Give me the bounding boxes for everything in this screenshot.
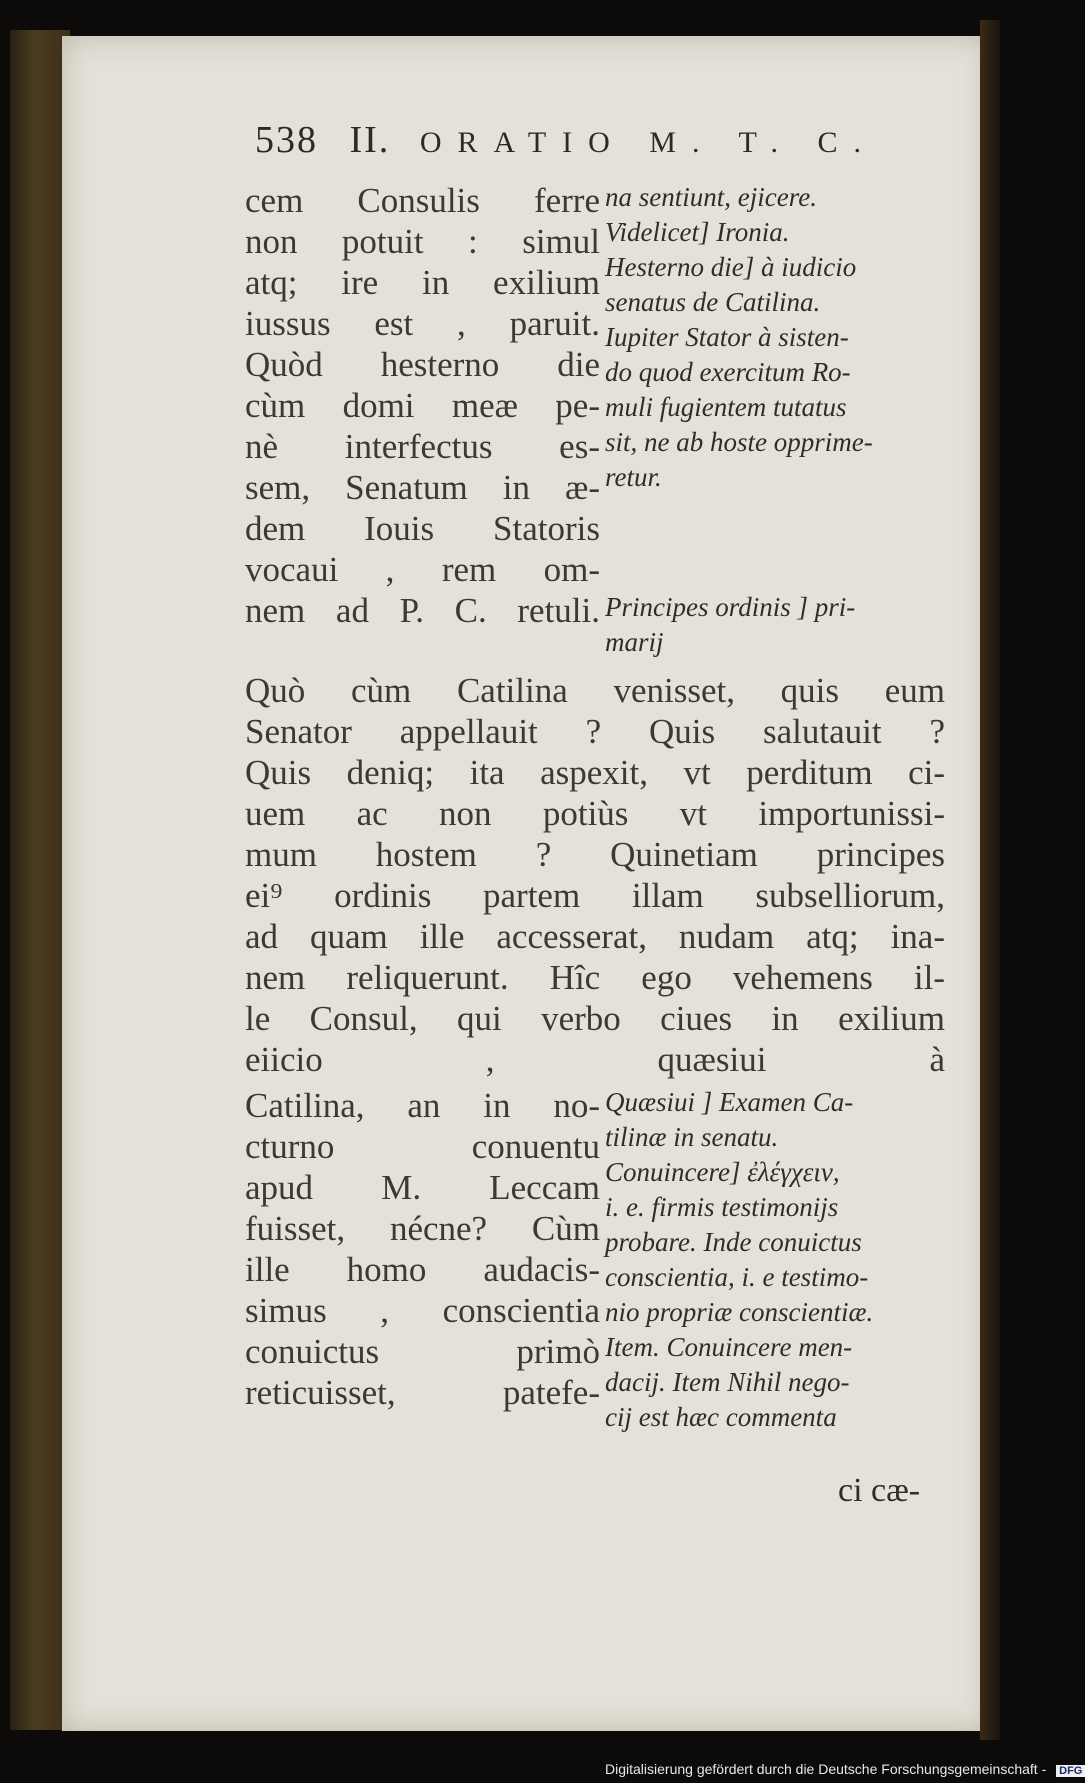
main-text-line: vocaui , rem om- — [245, 550, 600, 589]
main-text-line: mum hostem ? Quinetiam principes — [245, 835, 945, 874]
marginal-note-line: conscientia, i. e testimo- — [605, 1262, 869, 1292]
main-text-line: nem reliquerunt. Hîc ego vehemens il- — [245, 958, 945, 997]
page-number: 538 — [255, 119, 318, 161]
book-edge — [980, 20, 1000, 1740]
main-text-line: dem Iouis Statoris — [245, 509, 600, 548]
main-text-line: fuisset, nécne? Cùm — [245, 1209, 600, 1248]
marginal-note-line: Quæsiui ] Examen Ca- — [605, 1087, 854, 1117]
marginal-note-line: Iupiter Stator à sisten- — [605, 322, 849, 352]
marginal-note-line: dacij. Item Nihil nego- — [605, 1367, 850, 1397]
marginal-note-line: Conuincere] ἐλέγχειν, — [605, 1157, 840, 1187]
main-text-line: iussus est , paruit. — [245, 304, 600, 343]
dfg-logo: DFG — [1056, 1765, 1085, 1777]
catchword: ci cæ- — [838, 1472, 921, 1509]
marginal-note-line: nio propriæ conscientiæ. — [605, 1297, 874, 1327]
marginal-note-line: na sentiunt, ejicere. — [605, 182, 817, 212]
main-text-column-lower — [245, 1085, 600, 1413]
main-text-line: reticuisset, patefe- — [245, 1373, 600, 1412]
main-text-line: nem ad P. C. retuli. — [245, 591, 600, 630]
main-text-line: Quò cùm Catilina venisset, quis eum — [245, 671, 945, 710]
main-text-line: simus , conscientia — [245, 1291, 600, 1330]
marginal-note-line: Principes ordinis ] pri- — [605, 592, 856, 622]
main-text-line: apud M. Leccam — [245, 1168, 600, 1207]
main-text-line: non potuit : simul — [245, 222, 600, 261]
main-text-line: nè interfectus es- — [245, 427, 600, 466]
digitization-credit — [605, 1761, 1085, 1777]
main-text-line: Senator appellauit ? Quis salutauit ? — [245, 712, 945, 751]
main-text-line: Quòd hesterno die — [245, 345, 600, 384]
page-header — [255, 118, 877, 162]
marginal-notes-lower — [605, 1085, 950, 1435]
marginal-note-line: marij — [605, 627, 664, 657]
marginal-note-line: Videlicet] Ironia. — [605, 217, 790, 247]
marginal-note-line: sit, ne ab hoste opprime- — [605, 427, 873, 457]
marginal-note-line: senatus de Catilina. — [605, 287, 821, 317]
main-text-line: uem ac non potiùs vt importunissi- — [245, 794, 945, 833]
marginal-note-line: i. e. firmis testimonijs — [605, 1192, 839, 1222]
marginal-note-line: cij est hæc commenta — [605, 1402, 837, 1432]
marginal-note-line: tilinæ in senatu. — [605, 1122, 779, 1152]
main-text-line: ille homo audacis- — [245, 1250, 600, 1289]
main-text-line: Quis deniq; ita aspexit, vt perditum ci- — [245, 753, 945, 792]
marginal-note-line: retur. — [605, 462, 662, 492]
main-text-line: conuictus primò — [245, 1332, 600, 1371]
main-text-line: Catilina, an in no- — [245, 1086, 600, 1125]
main-text-line: atq; ire in exilium — [245, 263, 600, 302]
marginal-note-line: do quod exercitum Ro- — [605, 357, 851, 387]
main-text-line: eiicio , quæsiui à — [245, 1040, 945, 1079]
marginal-notes-middle — [605, 590, 950, 660]
marginal-notes-upper — [605, 180, 950, 495]
main-text-line: sem, Senatum in æ- — [245, 468, 600, 507]
main-text-line: cturno conuentu — [245, 1127, 600, 1166]
marginal-note-line: muli fugientem tutatus — [605, 392, 847, 422]
main-text-full-width — [245, 670, 945, 1080]
oration-number: II. — [349, 119, 391, 161]
marginal-note-line: Item. Conuincere men- — [605, 1332, 853, 1362]
marginal-note-line: Hesterno die] à iudicio — [605, 252, 857, 282]
main-text-line: cem Consulis ferre — [245, 181, 600, 220]
main-text-line: ad quam ille accesserat, nudam atq; ina- — [245, 917, 945, 956]
book-spine — [10, 30, 70, 1730]
main-text-line: le Consul, qui verbo ciues in exilium — [245, 999, 945, 1038]
marginal-note-line: probare. Inde conuictus — [605, 1227, 862, 1257]
main-text-column-upper — [245, 180, 600, 631]
main-text-line: cùm domi meæ pe- — [245, 386, 600, 425]
footer-credit-text: Digitalisierung gefördert durch die Deutsche Forschungsgemeinschaft - — [605, 1761, 1047, 1777]
running-title: ORATIO M. T. C. — [419, 126, 878, 159]
main-text-line: ei⁹ ordinis partem illam subselliorum, — [245, 876, 945, 915]
